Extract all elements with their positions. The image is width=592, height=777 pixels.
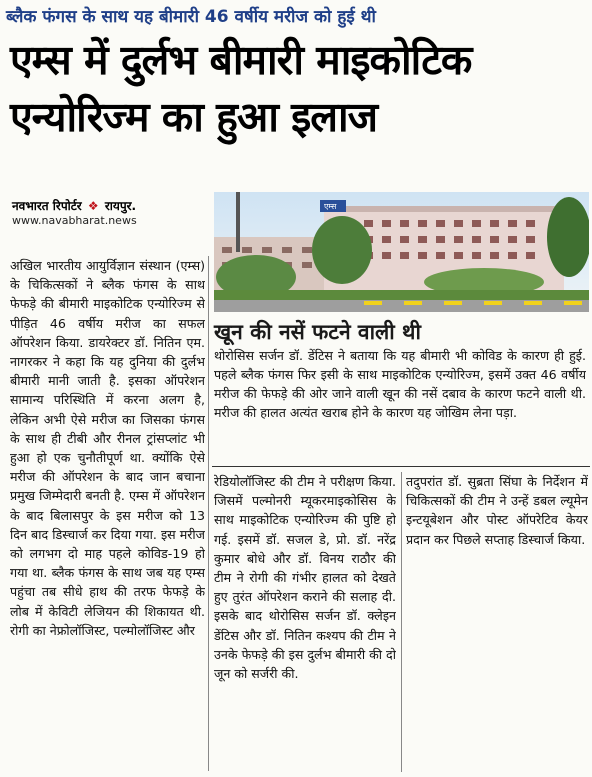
column-divider bbox=[401, 472, 402, 772]
aiims-building-photo bbox=[214, 192, 589, 312]
photo-sign-text: एम्स bbox=[324, 202, 337, 211]
headline bbox=[10, 32, 585, 146]
body-column-3: तदुपरांत डॉ. सुब्रता सिंघा के निर्देशन में चिकित्सकों की टीम ने उन्हें डबल ल्यूमेन इन्टयूबेशन और पोस्ट ऑपरेटिव केयर प्रदान कर पिछले सप्ताह डिस्चार्ज किया. bbox=[406, 474, 588, 547]
boxed-paragraph: थोरोसिस सर्जन डॉ. डेंटिस ने बताया कि यह बीमारी भी कोविड के कारण ही हुई. पहले ब्लैक फंगस फिर इसी के साथ माइकोटिक एन्योरिज्म, इसमें उक्त 46 वर्षीय मरीज की फेफड़े की ओर जाने वाली खून की नसें दबाव के कारण फटने वाली थी. मरीज की हालत अत्यंत खराब होने के कारण यह जोखिम लेना पड़ा. bbox=[214, 348, 586, 420]
byline bbox=[12, 197, 136, 214]
byline-reporter: नवभारत रिपोर्टर bbox=[12, 199, 82, 213]
headline-line-2: एन्योरिज्म का हुआ इलाज bbox=[10, 93, 378, 141]
kicker-line: ब्लैक फंगस के साथ यह बीमारी 46 वर्षीय मरीज को हुई थी bbox=[6, 7, 376, 27]
section-divider bbox=[212, 466, 590, 467]
website-link[interactable]: www.navabharat.news bbox=[12, 214, 137, 227]
lead-column: अखिल भारतीय आयुर्विज्ञान संस्थान (एम्स) के चिकित्सकों ने ब्लैक फंगस के साथ फेफड़े की बीमारी माइकोटिक एन्योरिज्म से पीड़ित 46 वर्षीय मरीज का सफल ऑपरेशन किया. डायरेक्टर डॉ. नितिन एम. नागरकर ने कहा कि यह दुनिया की दुर्लभ बीमारी मानी जाती है. इसका ऑपरेशन सामान्य परिस्थिति में करना अलग है, लेकिन अभी ऐसे मरीज का जिसका फंगस के साथ ही टीबी और रीनल ट्रांसप्लांट भी हुआ हो एक चुनौतीपूर्ण था. क्योंकि ऐसे मरीज की ऑपरेशन के बाद जान बचाना प्रमुख जिम्मेदारी बनती है. एम्स में ऑपरेशन के बाद बिलासपुर के इस मरीज को 13 दिन बाद डिस्चार्ज कर दिया गया. इस मरीज को लगभग दो माह पहले कोविड-19 हो गया था. ब्लैक फंगस के साथ जब यह एम्स पहुंचा तब सीधे हाथ की तरफ फेफड़े के लोब में केविटी लेजियन की शिकायत थी. रोगी का नेफ्रोलॉजिस्ट, पल्मोलॉजिस्ट और bbox=[10, 258, 205, 638]
byline-separator-icon: ❖ bbox=[87, 199, 99, 213]
headline-line-1: एम्स में दुर्लभ बीमारी माइकोटिक bbox=[10, 36, 472, 84]
body-column-2: रेडियोलॉजिस्ट की टीम ने परीक्षण किया. जिसमें पल्मोनरी म्यूकरमाइकोसिस के साथ माइकोटिक एन्योरिज्म की पुष्टि हो गई. इसमें डॉ. सजल डे, प्रो. डॉ. नरेंद्र कुमार बोधे और डॉ. विनय राठौर की टीम ने रोगी की गंभीर हालत को देखते हुए तुरंत ऑपरेशन कराने की सलाह दी. इसके बाद थोरोसिस सर्जन डॉ. क्लेइन डेंटिस और डॉ. नितिन कश्यप की टीम ने उनके फेफड़े की इस दुर्लभ बीमारी की दो जून को सर्जरी की. bbox=[214, 474, 396, 682]
byline-city: रायपुर. bbox=[104, 199, 137, 213]
column-divider bbox=[208, 256, 209, 771]
subheading: खून की नसें फटने वाली थी bbox=[214, 320, 421, 344]
